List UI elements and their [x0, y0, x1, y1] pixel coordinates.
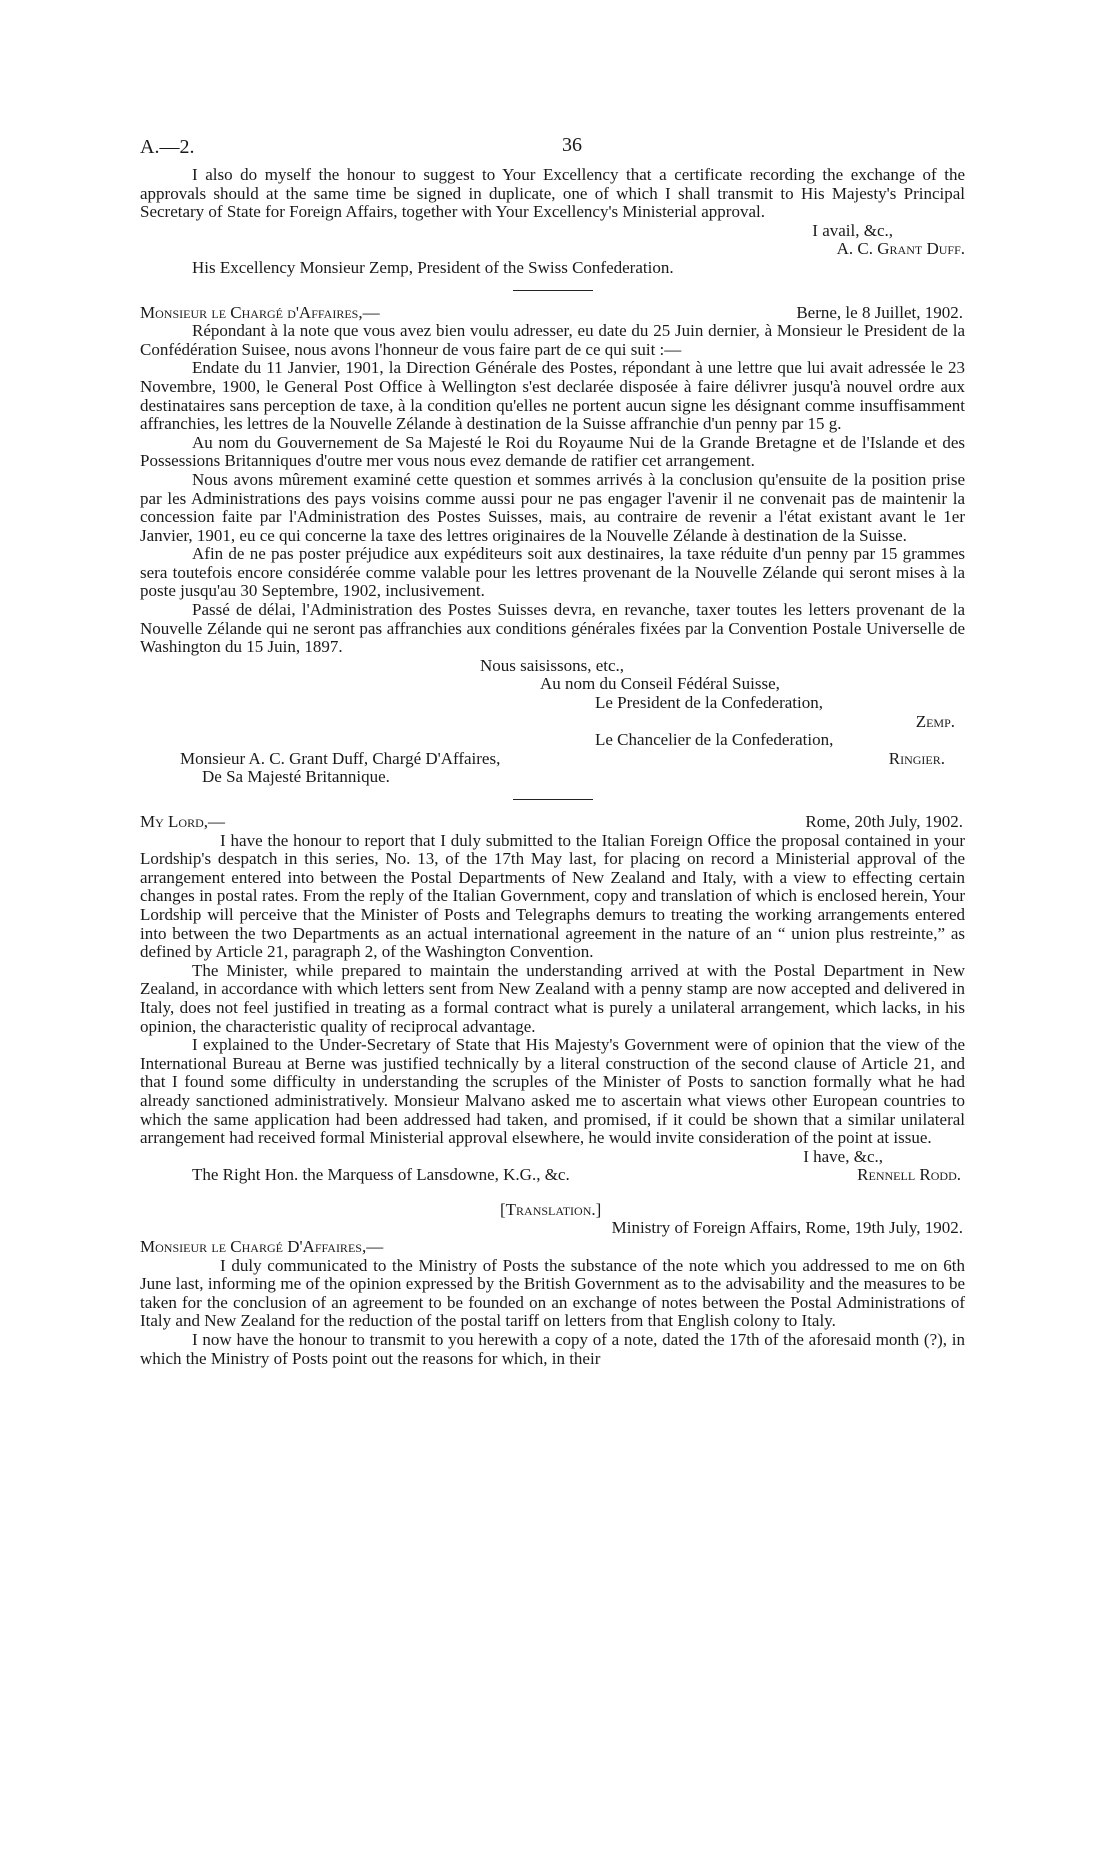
letter-3-signature: Rennell Rodd.: [857, 1165, 961, 1185]
letter-3-addressee: The Right Hon. the Marquess of Lansdowne, K.G., &c.: [192, 1165, 570, 1185]
letter-3-paragraph: I have the honour to report that I duly submitted to the Italian Foreign Office the proposal contained in your Lordship's despatch in this series, No. 13, of the 17th May last, for placing on record a Ministerial approval of the arrangement entered into between the Postal Departments of New Zealand and Italy, with a view to effecting certain changes in postal rates. From the reply of the Italian Government, copy and translation of which is enclosed herein, Your Lordship will perceive that the Minister of Posts and Telegraphs demurs to treating the working arrangements entered into between the two Departments as an actual international agreement in the nature of an “ union plus restreinte,” as defined by Article 21, paragraph 2, of the Washington Convention.: [140, 830, 965, 962]
letter-2-place-date: Berne, le 8 Juillet, 1902.: [796, 302, 963, 322]
letter-1-closing: I avail, &c.,: [812, 220, 893, 240]
spacer: [140, 1185, 965, 1191]
document-reference: A.—2.: [140, 136, 195, 158]
translation-place-date: Ministry of Foreign Affairs, Rome, 19th July, 1902.: [611, 1218, 963, 1238]
letter-2: [140, 304, 965, 787]
translation-letter: [140, 1201, 965, 1368]
letter-2-sign-line: Le President de la Confederation,: [595, 693, 824, 713]
letter-2-heading: [140, 304, 965, 323]
translation-salutation: Monsieur le Chargé D'Affaires,—: [140, 1237, 384, 1257]
translation-heading: [Translation.]: [500, 1199, 602, 1219]
page-header: [140, 136, 965, 166]
letter-3-heading: [140, 813, 965, 832]
letter-2-sign-name: Zemp.: [915, 711, 955, 731]
letter-2-sign-line: Le Chancelier de la Confederation,: [595, 730, 834, 750]
letter-3-place-date: Rome, 20th July, 1902.: [805, 812, 963, 831]
letter-2-paragraph: Passé de délai, l'Administration des Postes Suisses devra, en revanche, taxer toutes les letters provenant de la Nouvelle Zélande qui ne seront pas affranchies aux conditions générales fixées par la Convention Postale Universelle de Washington du 15 Juin, 1897.: [140, 600, 965, 657]
letter-1-signature: A. C. Grant Duff.: [836, 239, 965, 259]
letter-2-closing: Nous saisissons, etc.,: [480, 655, 625, 675]
letter-2-addressee-row: [140, 750, 965, 769]
letter-2-addressee: De Sa Majesté Britannique.: [202, 767, 390, 787]
letter-3: [140, 813, 965, 1185]
section-divider: [513, 799, 593, 800]
letter-3-paragraph: The Minister, while prepared to maintain the understanding arrived at with the Postal Department in New Zealand, in accordance with which letters sent from New Zealand with a penny stamp are now accepted and delivered in Italy, does not feel justified in treating as a formal contract what is purely a unilateral arrangement, which lacks, in his opinion, the characteristic quality of reciprocal advantage.: [140, 960, 965, 1036]
letter-2-paragraph: Au nom du Gouvernement de Sa Majesté le Roi du Royaume Nui de la Grande Bretagne et de l'Islande et des Possessions Britanniques d'outre mer vous nous evez demande de ratifier cet arrangement.: [140, 432, 965, 471]
letter-1: [140, 166, 965, 278]
translation-paragraph: I duly communicated to the Ministry of Posts the substance of the note which you addressed to me on 6th June last, informing me of the opinion expressed by the British Government as to the advisability and the measures to be taken for the conclusion of an agreement to be founded on an exchange of notes between the Postal Administrations of Italy and New Zealand for the reduction of the postal tariff on letters from that English colony to Italy.: [140, 1255, 965, 1331]
letter-1-addressee: His Excellency Monsieur Zemp, President of the Swiss Confederation.: [192, 257, 674, 277]
letter-2-paragraph: Répondant à la note que vous avez bien voulu adresser, eu date du 25 Juin dernier, à Monsieur le President de la Confédération Suisee, nous avons l'honneur de vous faire part de ce qui suit :—: [140, 321, 965, 359]
page-number: 36: [562, 134, 582, 156]
letter-3-salutation: My Lord,—: [140, 812, 226, 831]
letter-2-paragraph: Endate du 11 Janvier, 1901, la Direction Générale des Postes, répondant à une lettre que lui avait adressée le 23 Novembre, 1900, le General Post Office à Wellington s'est declarée disposée à faire délivrer jusqu'à nouvel ordre aux destinataires sans perception de taxe, à la condition qu'elles ne portent aucun signe les désignant comme insuffisamment affranchies, les lettres de la Nouvelle Zélande à destination de la Suisse affranchie d'un penny par 15 g.: [140, 358, 965, 434]
translation-paragraph: I now have the honour to transmit to you herewith a copy of a note, dated the 17th of the aforesaid month (?), in which the Ministry of Posts point out the reasons for which, in their: [140, 1330, 965, 1368]
letter-2-paragraph: Afin de ne pas poster préjudice aux expéditeurs soit aux destinaires, la taxe réduite d'un penny par 15 grammes sera toutefois encore considérée comme valable pour les lettres provenant de la Nouvelle Zélande qui seront mises à la poste jusqu'au 30 Septembre, 1902, inclusivement.: [140, 544, 965, 601]
letter-2-addressee: Monsieur A. C. Grant Duff, Chargé D'Affaires,: [180, 748, 501, 768]
letter-3-closing: I have, &c.,: [803, 1146, 883, 1166]
letter-2-paragraph: Nous avons mûrement examiné cette question et sommes arrivés à la conclusion qu'ensuite de la position prise par les Administrations des pays voisins comme aussi pour ne pas engager l'avenir il ne convenait pas de maintenir la concession faite par l'Administration des Postes Suisses, mais, au contraire de revenir a l'état existant avant le 1er Janvier, 1901, eu ce qui concerne la taxe des lettres originaires de la Nouvelle Zélande à destination de la Suisse.: [140, 469, 965, 545]
letter-3-addressee-row: [140, 1166, 965, 1185]
section-divider: [513, 290, 593, 291]
letter-2-salutation: Monsieur le Chargé d'Affaires,—: [140, 302, 380, 322]
letter-3-paragraph: I explained to the Under-Secretary of State that His Majesty's Government were of opinion that the view of the International Bureau at Berne was justified technically by a literal construction of the second clause of Article 21, and that I found some difficulty in understanding the scruples of the Minister of Posts to sanction formally what he had already sanctioned administratively. Monsieur Malvano asked me to ascertain what views other European countries to which the same application had been addressed had taken, and promised, if it could be shown that a similar unilateral arrangement had received formal Ministerial approval elsewhere, he would invite consideration of the point at issue.: [140, 1035, 965, 1148]
letter-2-sign-line: Au nom du Conseil Fédéral Suisse,: [540, 674, 780, 694]
document-page: [140, 136, 965, 1368]
letter-1-body: I also do myself the honour to suggest to Your Excellency that a certificate recording the exchange of the approvals should at the same time be signed in duplicate, one of which I shall transmit to His Majesty's Principal Secretary of State for Foreign Affairs, together with Your Excellency's Ministerial approval.: [140, 165, 965, 222]
letter-2-sign-name: Ringier.: [888, 748, 945, 768]
